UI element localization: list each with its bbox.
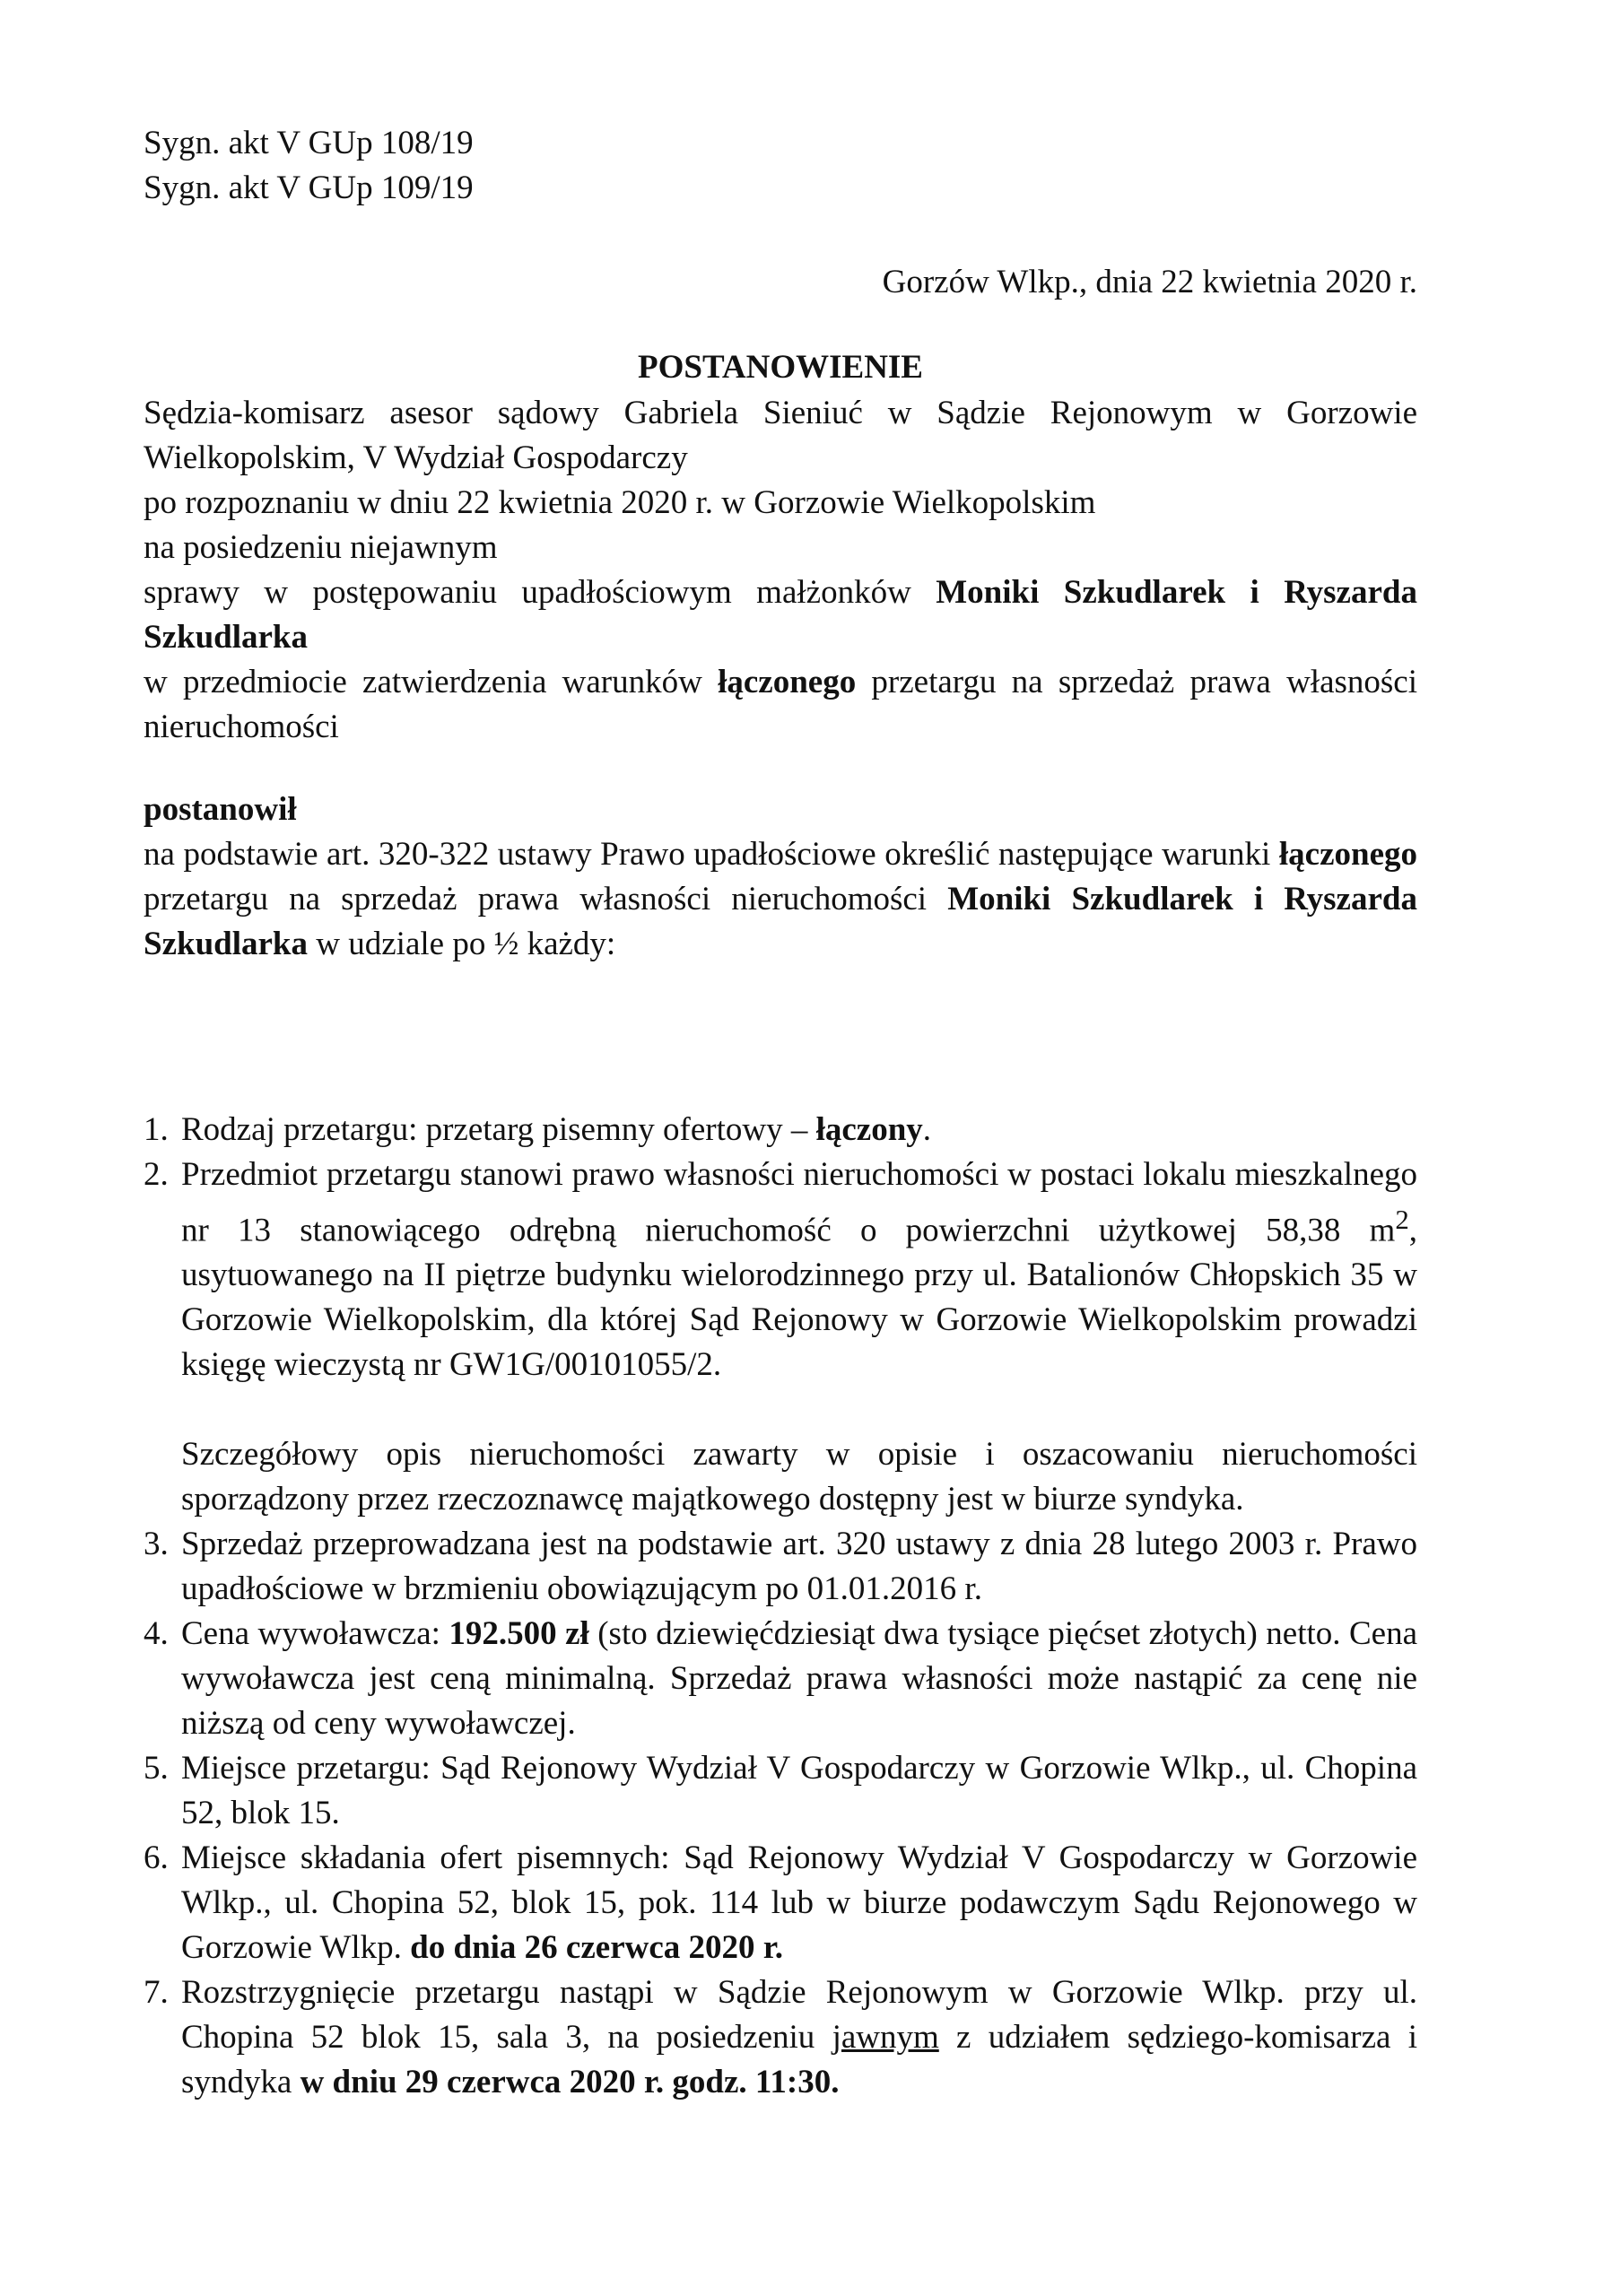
- condition-text: Rodzaj przetargu: przetarg pisemny ofertowy –: [181, 1111, 816, 1148]
- condition-bold: łączony: [815, 1111, 923, 1148]
- condition-text: Rozstrzygnięcie przetargu nastąpi w Sądzie Rejonowym w Gorzowie Wlkp. przy ul. Chopina 52 blok 15, sala 3, na posiedzeniu: [181, 1974, 1417, 2057]
- condition-number: 3.: [144, 1526, 169, 1563]
- conditions-list: [144, 1108, 1417, 2105]
- intro-subject: [144, 660, 1417, 750]
- condition-text: Cena wywoławcza:: [181, 1615, 449, 1653]
- decision-section: [144, 787, 1417, 967]
- condition-number: 5.: [144, 1750, 169, 1787]
- intro-section: [144, 391, 1417, 750]
- condition-text-cont: z udziałem sędziego-komisarza i syndyka: [181, 2019, 1417, 2101]
- intro-case-text: sprawy w postępowaniu upadłościowym małżonków: [144, 574, 937, 611]
- intro-session-type: na posiedzeniu niejawnym: [144, 529, 498, 566]
- decision-heading: [144, 787, 1417, 832]
- hearing-datetime: w dniu 29 czerwca 2020 r. godz. 11:30.: [300, 2064, 840, 2101]
- condition-text: Miejsce składania ofert pisemnych: Sąd Rejonowy Wydział V Gospodarczy w Gorzowie Wlkp., ul. Chopina 52, blok 15, pok. 114 lub w biurze podawczym Sądu Rejonowego w Gorzowie Wlkp.: [181, 1839, 1417, 1967]
- decision-text-1: na podstawie art. 320-322 ustawy Prawo upadłościowe określić następujące warunki: [144, 836, 1279, 873]
- condition-item-1: [144, 1108, 1417, 1152]
- document-date: Gorzów Wlkp., dnia 22 kwietnia 2020 r.: [882, 264, 1417, 300]
- decision-text-5: w udziale po ½ każdy:: [308, 926, 616, 962]
- condition-text-cont: , usytuowanego na II piętrze budynku wielorodzinnego przy ul. Batalionów Chłopskich 35 w Gorzowie Wielkopolskim, dla której Sąd Rejonowy w Gorzowie Wielkopolskim prowadzi księgę wieczystą nr GW1G/00101055/2.: [181, 1212, 1417, 1384]
- condition-item-4: [144, 1612, 1417, 1746]
- condition-text: Sprzedaż przeprowadzana jest na podstawie art. 320 ustawy z dnia 28 lutego 2003 r. Prawo upadłościowe w brzmieniu obowiązującym po 01.01.2016 r.: [181, 1526, 1417, 1608]
- case-signatures: [144, 121, 1417, 211]
- case-signature-2: Sygn. akt V GUp 109/19: [144, 170, 474, 206]
- condition-item-3: [144, 1522, 1417, 1612]
- condition-number: 6.: [144, 1839, 169, 1877]
- starting-price: 192.500 zł: [449, 1615, 589, 1653]
- intro-subject-bold: łączonego: [718, 664, 857, 700]
- intro-case: [144, 570, 1417, 660]
- condition-item-5: [144, 1746, 1417, 1836]
- condition-item-2: [144, 1152, 1417, 1522]
- condition-text: Miejsce przetargu: Sąd Rejonowy Wydział V Gospodarczy w Gorzowie Wlkp., ul. Chopina 52, blok 15.: [181, 1750, 1417, 1832]
- case-signature-1: Sygn. akt V GUp 108/19: [144, 125, 474, 161]
- document-title: POSTANOWIENIE: [638, 349, 923, 386]
- condition-text: Przedmiot przetargu stanowi prawo własności nieruchomości w postaci lokalu mieszkalnego nr 13 stanowiącego odrębną nieruchomość o powierzchni użytkowej 58,38 m: [181, 1156, 1417, 1249]
- condition-item-6: [144, 1836, 1417, 1970]
- offer-deadline: do dnia 26 czerwca 2020 r.: [410, 1929, 784, 1967]
- decision-text-2: łączonego: [1278, 836, 1417, 873]
- condition-text-end: .: [922, 1111, 932, 1148]
- condition-number: 2.: [144, 1156, 169, 1193]
- intro-subject-text: w przedmiocie zatwierdzenia warunków: [144, 664, 719, 700]
- intro-parties: Moniki Szkudlarek i Ryszarda Szkudlarka: [144, 574, 1417, 656]
- property-description: Szczegółowy opis nieruchomości zawarty w opisie i oszacowaniu nieruchomości sporządzony przez rzeczoznawcę majątkowego dostępny jest w biurze syndyka.: [181, 1436, 1417, 1518]
- condition-item-7: [144, 1970, 1417, 2105]
- condition-number: 4.: [144, 1615, 169, 1653]
- condition-number: 7.: [144, 1974, 169, 2012]
- decision-paragraph: [144, 832, 1417, 967]
- intro-judge: Sędzia-komisarz asesor sądowy Gabriela Sieniuć w Sądzie Rejonowym w Gorzowie Wielkopolskim, V Wydział Gospodarczy: [144, 395, 1417, 476]
- intro-subject-rest: przetargu na sprzedaż prawa własności nieruchomości: [144, 664, 1417, 745]
- condition-number: 1.: [144, 1111, 169, 1148]
- condition-underlined: jawnym: [832, 2019, 939, 2057]
- intro-hearing-date: po rozpoznaniu w dniu 22 kwietnia 2020 r. w Gorzowie Wielkopolskim: [144, 484, 1096, 521]
- condition-text-cont: (sto dziewięćdziesiąt dwa tysiące pięćset złotych) netto. Cena wywoławcza jest ceną minimalną. Sprzedaż prawa własności może nastąpić za cenę nie niższą od ceny wywoławczej.: [181, 1615, 1418, 1743]
- area-unit-superscript: 2: [1395, 1205, 1409, 1235]
- decision-heading-text: postanowił: [144, 791, 297, 828]
- decision-text-3: przetargu na sprzedaż prawa własności nieruchomości: [144, 881, 948, 918]
- decision-parties: Moniki Szkudlarek i Ryszarda Szkudlarka: [144, 881, 1417, 962]
